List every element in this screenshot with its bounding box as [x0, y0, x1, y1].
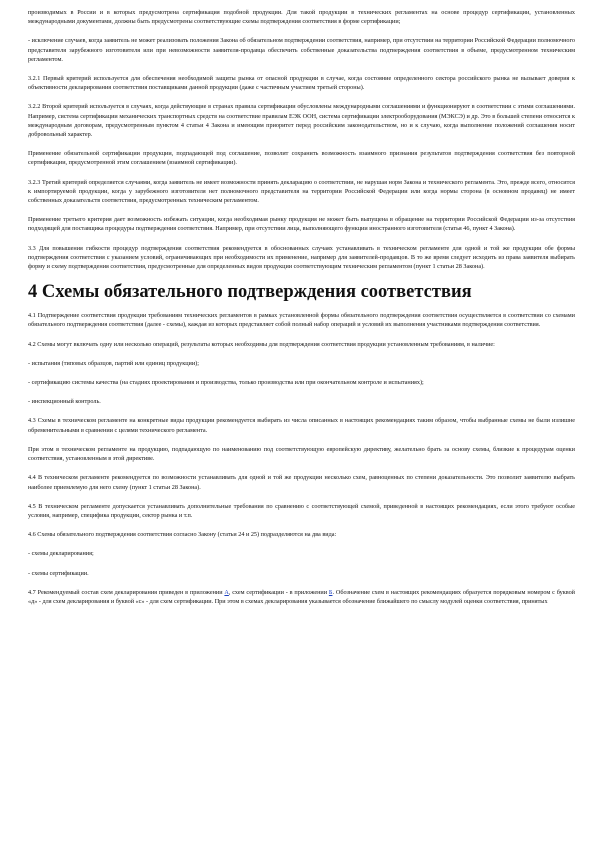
paragraph: - исключение случаев, когда заявитель не может реализовать положения Закона об обязательном подтверждении соответствия, например, при отсутствии на территории Российской Федерации полномочного представителя зарубежного изготовителя или при невозможности заявителя-продавца обеспечить собственные доказательства подтверждения соответствия в объеме, предусмотренном техническим регламентом.: [28, 37, 575, 63]
paragraph: 4.3 Схемы в техническом регламенте на конкретные виды продукции рекомендуется выбирать из числа описанных в настоящих рекомендациях таким образом, чтобы выбранные схемы не были излишне обременительными в сравнении с целями технического регламента.: [28, 417, 575, 434]
paragraph: Применение третьего критерия дает возможность избежать ситуации, когда необходимая рынку продукция не может быть выпущена в обращение на территории Российской Федерации из-за отсутствия подходящей для поставщика процедуры подтверждения соответствия. Например, при отсутствии лица, выполняющего функции иностранного изготовителя (статья 46, пункт 4 Закона).: [28, 216, 575, 233]
appendix-b-link[interactable]: Б: [328, 588, 333, 596]
paragraph: - сертификацию системы качества (на стадиях проектирования и производства, только производства или при окончательном контроле и испытаниях);: [28, 379, 424, 387]
paragraph: 4.4 В техническом регламенте рекомендуется по возможности устанавливать для одной и той же продукции несколько схем, равноценных по степени доказательности. Это позволит заявителю выбрать наиболее приемлемую для него схему (пункт 1 статьи 28 Закона).: [28, 474, 575, 491]
paragraph: 4.5 В техническом регламенте допускается устанавливать дополнительные требования по сравнению с соответствующей схемой, приведенной в настоящих рекомендациях, если этого требуют особые условия, например, специфика продукции, сектор рынка и т.п.: [28, 502, 575, 519]
paragraph: 3.2.1 Первый критерий используется для обеспечения необходимой защиты рынка от опасной продукции в случае, когда состояние определенного сектора российского рынка не вызывает доверия к объективности декларирования соответствия поставщиками данной продукции (даже с частичным участием третьей стороны).: [28, 75, 575, 92]
paragraph: Применение обязательной сертификации продукции, подпадающей под соглашение, позволит сохранить возможность взаимного признания результатов подтверждения соответствия без повторной сертификации, предусмотренной этим соглашением (взаимной сертификации).: [28, 150, 575, 167]
paragraph: 4.2 Схемы могут включать одну или несколько операций, результаты которых необходимы для подтверждения соответствия продукции установленным требованиям, в наличие:: [28, 340, 495, 348]
section-4-heading: 4 Схемы обязательного подтверждения соответствия: [28, 282, 472, 303]
paragraph-text: , схем сертификации - в приложении: [228, 588, 329, 596]
paragraph: - схемы сертификации.: [28, 569, 89, 577]
section-4-body: [28, 311, 575, 606]
paragraph: - схемы декларирования;: [28, 550, 94, 558]
section-3-body: [28, 8, 575, 271]
paragraph: 3.2.2 Второй критерий используется в случаях, когда действующие в странах правила сертификации обусловлены международными соглашениями и функционируют в соответствии с этими соглашениями. Например, система сертификации механических транспортных средств на соответствие правилам ЕЭК ООН, система сертификации электрооборудования (МЭКСЭ) и др. Это в большей степени относится к международным договорам, предусмотренным пунктом 4 статьи 4 Закона и имеющим приоритет перед российским законодательством, но и к случаю, когда выполнение положений соглашения носит добровольный характер.: [28, 103, 575, 139]
paragraph: При этом в техническом регламенте на продукцию, подпадающую по наименованию под соответствующую европейскую директиву, желательно брать за основу схемы, близкие к процедурам оценки соответствия, установленным в этой директиве.: [28, 445, 575, 463]
paragraph: - испытания (типовых образцов, партий или единиц продукции);: [28, 359, 199, 367]
paragraph: 4.1 Подтверждение соответствия продукции требованиям технических регламентов в рамках установленной формы обязательного подтверждения соответствия осуществляется в соответствии со схемами обязательного подтверждения соответствия (далее - схемы), каждая из которых представляет собой полный набор операций и условий их выполнения участниками подтверждения соответствия.: [28, 312, 575, 329]
paragraph: 3.2.3 Третий критерий определяется случаями, когда заявитель не имеет возможности принять декларацию о соответствии, не нарушая норм Закона и технического регламента. Это, прежде всего, относится к импортируемой продукции, когда у зарубежного изготовителя нет полномочного представителя на территории Российской Федерации или когда нормы сторона (в основном продавец) не имеет собственных доказательств соответствия, предусмотренных техническим регламентом.: [28, 178, 575, 205]
paragraph-text: 4.7 Рекомендуемый состав схем декларирования приведен в приложении: [28, 588, 225, 596]
paragraph: - инспекционный контроль.: [28, 398, 101, 406]
paragraph: 3.3 Для повышения гибкости процедур подтверждения соответствия рекомендуется в обоснованных случаях устанавливать в техническом регламенте для одной и той же продукции обе формы подтверждения соответствия с указанием условий, ограничивающих при необходимости их применение, например для заявителей-продавцов. В то же время следует исходить из права заявителя выбирать форму и схему подтверждения соответствия, предусмотренные для определенных видов продукции соответствующим техническим регламентом (пункт 1 статьи 28 Закона).: [28, 244, 575, 271]
appendix-a-link[interactable]: А: [224, 588, 229, 596]
paragraph-text: . Обозначение схем в настоящих рекомендациях образуется порядковым номером с буквой «д» - для схем декларирования и буквой «с» - для схем сертификации. При этом в схемах декларирования указывается обозначение ближайшего по смыслу модулей оценки соответствия, принятых: [28, 588, 575, 605]
paragraph: 4.6 Схемы обязательного подтверждения соответствия согласно Закону (статьи 24 и 25) подразделяются на два вида:: [28, 531, 337, 539]
paragraph-4-7: [28, 588, 575, 606]
paragraph: производимых в России и в которых предусмотрена сертификация подобной продукции. Для такой продукции в технических регламентах на основе процедур сертификации, установленных международными документами, должны быть предусмотрены соответствующие схемы подтверждения соответствия в форме сертификации;: [28, 9, 575, 26]
